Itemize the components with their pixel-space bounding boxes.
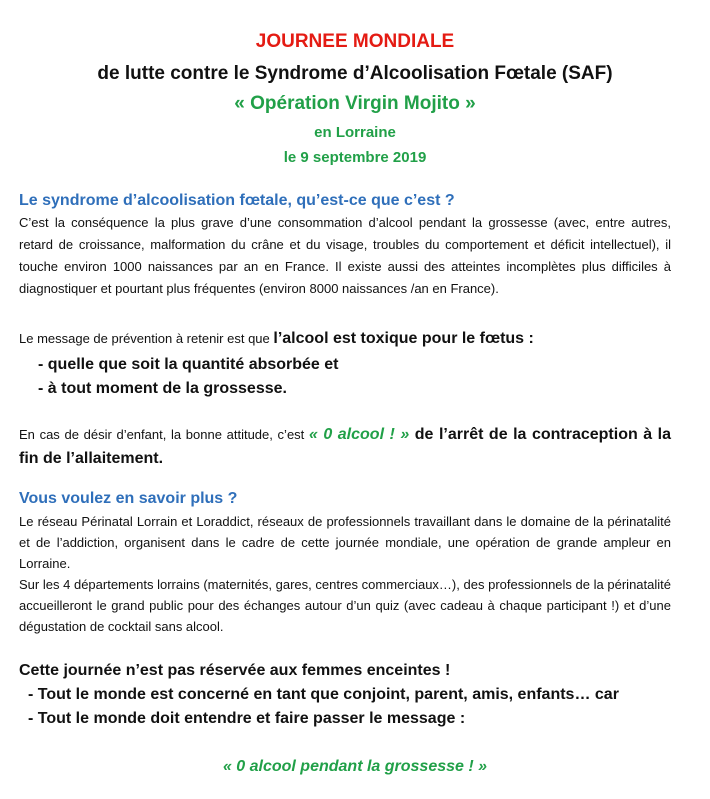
desire-paragraph: [19, 423, 671, 471]
message-intro: Le message de prévention à retenir est que: [19, 331, 274, 346]
section3-title: Cette journée n’est pas réservée aux femmes enceintes !: [19, 662, 451, 679]
section2-para1: Le réseau Périnatal Lorrain et Loraddict, réseaux de professionnels travaillant dans le domaine de la périnatalité et de l’addiction, organisent dans le cadre de cette journée mondiale, une opération de grande ampleur en Lorraine.: [19, 514, 671, 571]
section2-title: Vous voulez en savoir plus ?: [19, 490, 238, 507]
section1-body: C’est la conséquence la plus grave d’une consommation d’alcool pendant la grossesse (avec, entre autres, retard de croissance, malformation du crâne et du visage, troubles du comportement et déficit intellectuel), il touche environ 1000 naissances par an en France. Il existe aussi des atteintes incomplètes plus difficiles à diagnostiquer et pourtant plus fréquentes (environ 8000 naissances /an en France).: [19, 215, 671, 296]
header-date: le 9 septembre 2019: [283, 149, 427, 166]
section2-para2: Sur les 4 départements lorrains (maternités, gares, centres commerciaux…), des professionnels de la périnatalité accueilleront le grand public pour des échanges autour d’un quiz (avec cadeau à chaque participant !) et d’une dégustation de cocktail sans alcool.: [19, 577, 671, 634]
message-strong: l’alcool est toxique pour le fœtus :: [273, 330, 534, 347]
header-subtitle: de lutte contre le Syndrome d’Alcoolisation Fœtale (SAF): [97, 63, 613, 84]
desire-zero-alcohol: « 0 alcool ! »: [308, 426, 410, 443]
header-region: en Lorraine: [314, 124, 396, 141]
section3-bullet-concerned: - Tout le monde est concerné en tant que conjoint, parent, amis, enfants… car: [28, 686, 619, 703]
header-operation: « Opération Virgin Mojito »: [234, 93, 476, 114]
bullet-moment: - à tout moment de la grossesse.: [38, 380, 287, 397]
closing-slogan: [0, 758, 710, 776]
closing-slogan-text: « 0 alcool pendant la grossesse ! »: [222, 758, 488, 775]
desire-intro: En cas de désir d’enfant, la bonne attitude, c’est: [19, 427, 309, 442]
section1-title: Le syndrome d’alcoolisation fœtale, qu’est-ce que c’est ?: [19, 192, 455, 209]
header-title: JOURNEE MONDIALE: [255, 31, 455, 52]
message-line: [19, 328, 671, 350]
desire-strong: de l’arrêt de la contraception à la fin de l’allaitement.: [19, 426, 672, 467]
section3-bullet-message: - Tout le monde doit entendre et faire passer le message :: [28, 710, 466, 727]
bullet-quantity: - quelle que soit la quantité absorbée et: [38, 356, 339, 373]
